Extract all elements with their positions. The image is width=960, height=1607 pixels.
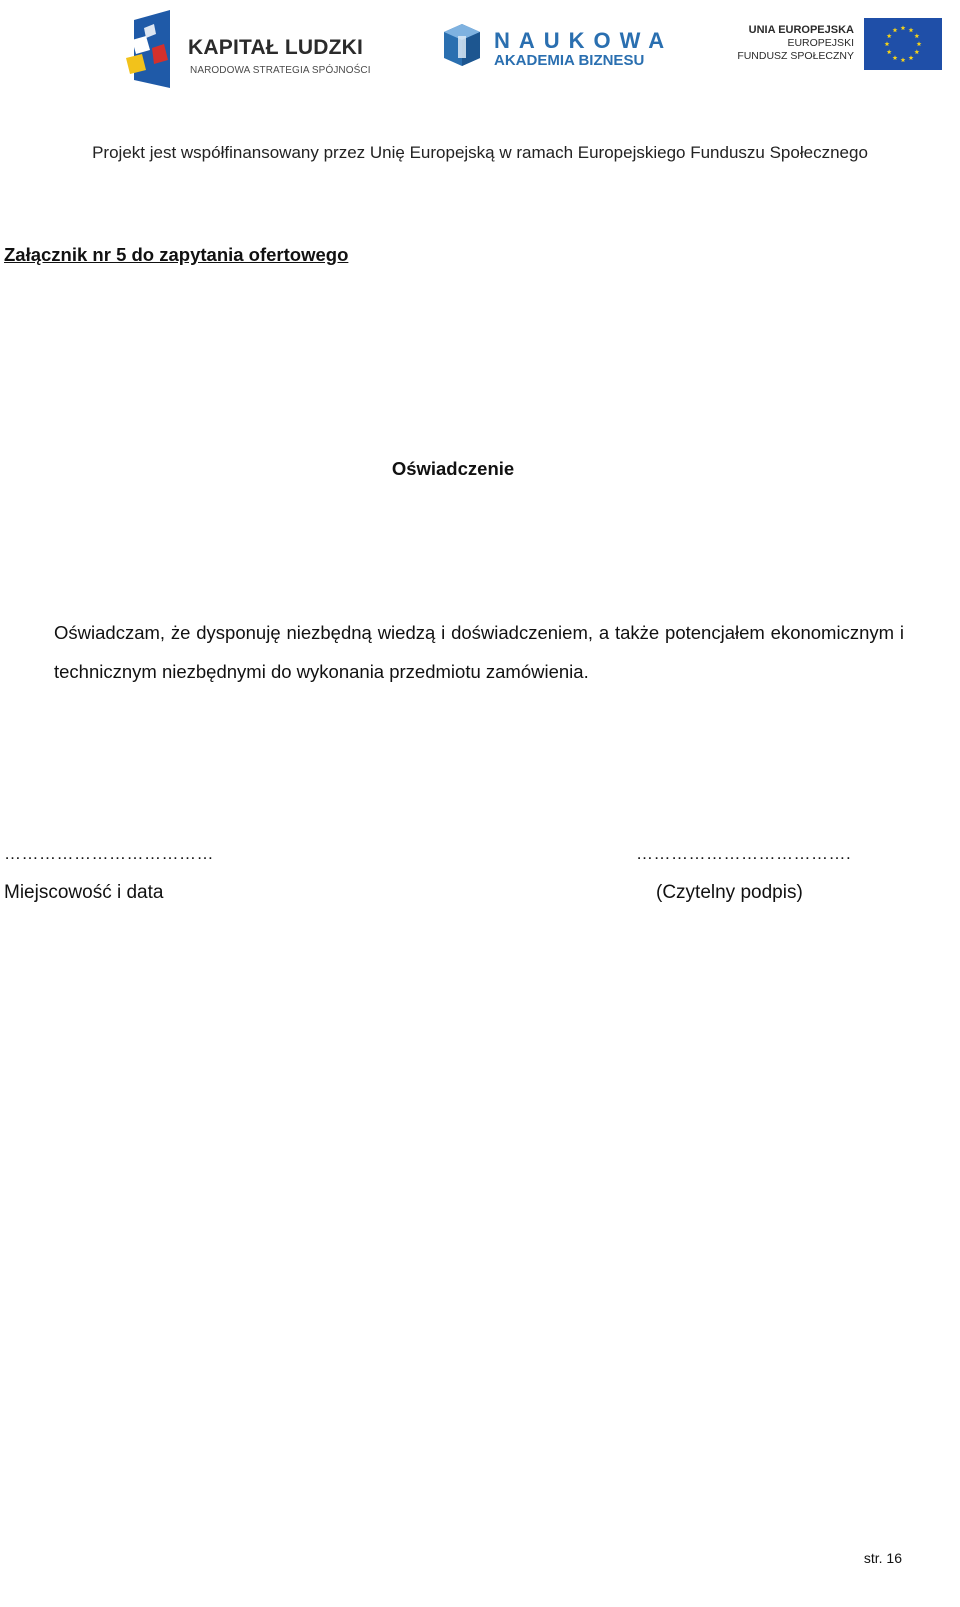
page-number: str. 16 <box>863 1550 902 1566</box>
naukowa-label: NAUKOWA <box>494 28 674 53</box>
signature-dotted-line: ………………………………. <box>636 844 852 863</box>
document-heading: Oświadczenie <box>391 458 515 479</box>
kapital-ludzki-logo <box>124 8 371 90</box>
naukowa-akademia-biznesu-logo <box>442 20 674 72</box>
eu-social-fund-logo <box>736 18 942 72</box>
signature-label: (Czytelny podpis) <box>656 882 803 903</box>
kapital-ludzki-emblem-icon <box>124 10 174 90</box>
cofinancing-notice: Projekt jest współfinansowany przez Unię Europejską w ramach Europejskiego Funduszu Społecznego <box>92 143 868 162</box>
eu-logo-line-2: EUROPEJSKI <box>787 37 854 49</box>
eu-logo-text <box>737 24 854 63</box>
eu-flag-icon <box>864 18 942 70</box>
kapital-ludzki-subtitle: NARODOWA STRATEGIA SPÓJNOŚCI <box>190 65 371 76</box>
akademia-biznesu-label: AKADEMIA BIZNESU <box>494 52 645 69</box>
cube-emblem-icon <box>442 22 482 68</box>
kapital-ludzki-title: KAPITAŁ LUDZKI <box>188 36 364 59</box>
place-date-dotted-line: ……………………………… <box>4 844 214 863</box>
eu-logo-line-1: UNIA EUROPEJSKA <box>748 24 854 36</box>
declaration-body: Oświadczam, że dysponuję niezbędną wiedzą i doświadczeniem, a także potencjałem ekonomicznym i technicznym niezbędnymi do wykonania przedmiotu zamówienia. <box>54 622 904 682</box>
eu-logo-line-3: FUNDUSZ SPOŁECZNY <box>737 50 854 62</box>
attachment-title: Załącznik nr 5 do zapytania ofertowego <box>4 244 349 265</box>
place-date-label: Miejscowość i data <box>4 882 164 903</box>
